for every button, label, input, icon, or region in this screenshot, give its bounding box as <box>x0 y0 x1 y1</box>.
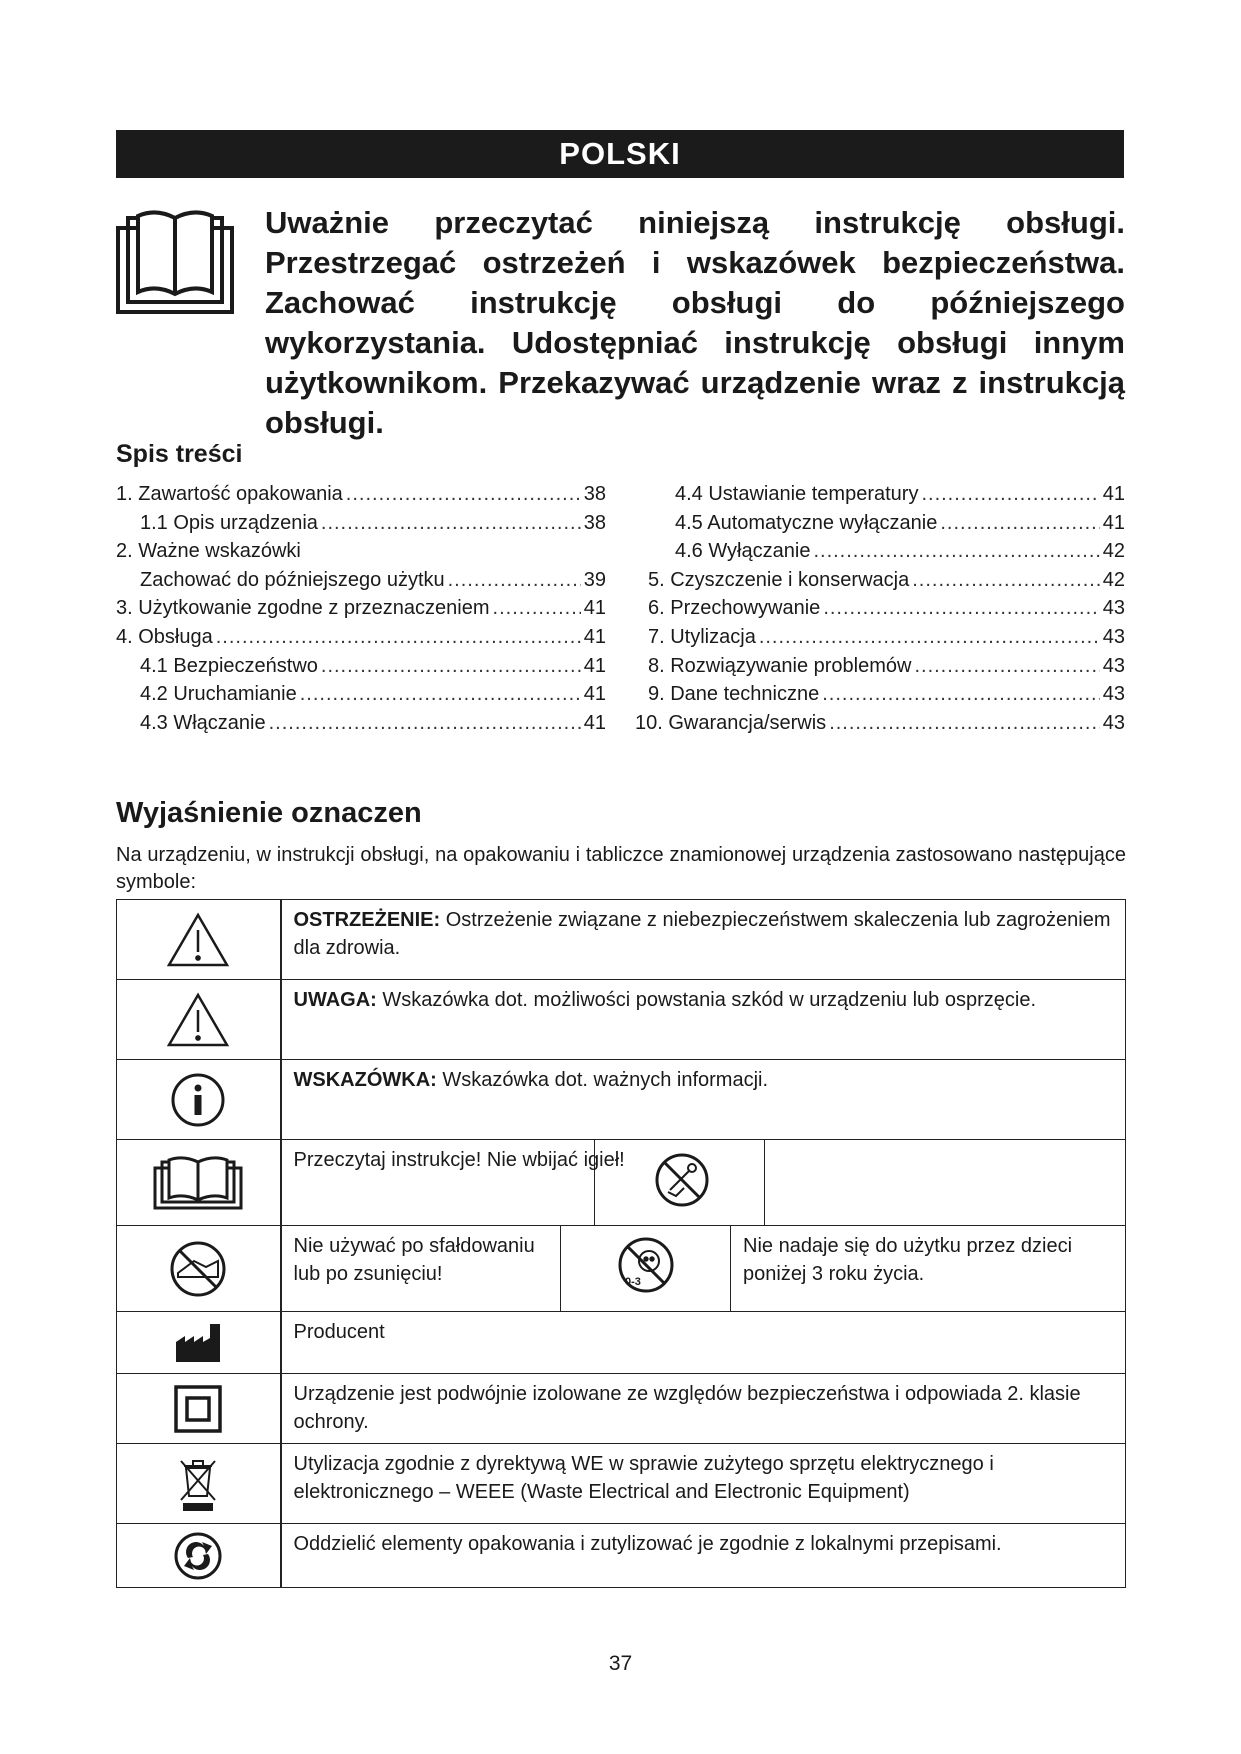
toc-entry <box>635 680 1125 709</box>
toc-entry-page: 41 <box>1102 483 1125 505</box>
toc-leader-dots <box>822 680 1100 709</box>
table-row <box>117 1444 1126 1524</box>
symbols-section-title: Wyjaśnienie oznaczen <box>116 797 422 829</box>
toc-title: Spis treści <box>116 440 243 468</box>
toc-leader-dots <box>914 652 1099 681</box>
page-number: 37 <box>608 1652 633 1675</box>
toc-entry <box>116 537 606 566</box>
toc-entry <box>116 652 606 681</box>
toc-entry <box>635 480 1125 509</box>
toc-leader-dots <box>912 566 1100 595</box>
toc-leader-dots <box>321 652 581 681</box>
toc-entry <box>635 594 1125 623</box>
toc-entry-label: 4.6 Wyłączanie <box>675 540 811 563</box>
toc-left-column <box>116 480 606 737</box>
book-icon <box>116 208 234 314</box>
toc-entry-label: Zachować do późniejszego użytku <box>140 568 445 591</box>
toc-entry <box>116 509 606 538</box>
table-row <box>117 1060 1126 1140</box>
folded-text: Nie używać po sfałdowaniu lub po zsunięciu! <box>293 1235 535 1285</box>
caution-label: UWAGA: <box>293 989 377 1011</box>
table-row <box>117 900 1126 980</box>
toc-entry <box>116 594 606 623</box>
toc-entry-page: 43 <box>1102 711 1125 734</box>
toc-leader-dots <box>823 594 1099 623</box>
table-row <box>117 980 1126 1060</box>
book-icon <box>117 1140 281 1226</box>
toc-leader-dots <box>321 509 581 538</box>
read-manual-cell <box>281 1140 1126 1226</box>
toc-entry <box>116 480 606 509</box>
toc-leader-dots <box>448 566 581 595</box>
toc-entry-page: 41 <box>583 711 606 734</box>
toc-leader-dots <box>216 623 581 652</box>
toc-leader-dots <box>759 623 1100 652</box>
producer-text: Producent <box>293 1321 385 1343</box>
toc-entry-page: 43 <box>1102 625 1125 648</box>
toc-entry-label: 4.1 Bezpieczeństwo <box>140 654 318 677</box>
toc-entry-label: 4.2 Uruchamianie <box>140 683 297 706</box>
producer-description <box>281 1312 1126 1374</box>
caution-text: Wskazówka dot. możliwości powstania szkód w urządzeniu lub osprzęcie. <box>376 989 1036 1011</box>
insulation-text: Urządzenie jest podwójnie izolowane ze względów bezpieczeństwa i odpowiada 2. klasie ochrony. <box>293 1383 1081 1433</box>
note-label: WSKAZÓWKA: <box>293 1069 437 1091</box>
warning-description <box>281 900 1126 980</box>
no-folded-icon <box>117 1226 281 1312</box>
children-text: Nie nadaje się do użytku przez dzieci poniżej 3 roku życia. <box>743 1235 1073 1285</box>
table-row <box>117 1312 1126 1374</box>
toc-entry-label: 9. Dane techniczne <box>648 683 820 706</box>
toc-entry-page: 41 <box>1102 511 1125 534</box>
table-row <box>117 1524 1126 1588</box>
children-description <box>731 1226 1126 1312</box>
toc-leader-dots <box>921 480 1099 509</box>
toc-entry-page: 38 <box>583 483 606 505</box>
toc-leader-dots <box>940 509 1099 538</box>
warning-label: OSTRZEŻENIE: <box>293 909 441 931</box>
table-row <box>117 1374 1126 1444</box>
toc-leader-dots <box>493 594 581 623</box>
table-row <box>117 1140 1126 1226</box>
no-pins-icon <box>654 1152 710 1216</box>
toc-entry <box>116 680 606 709</box>
toc-entry-label: 6. Przechowywanie <box>648 597 821 620</box>
toc-entry <box>635 509 1125 538</box>
toc-entry <box>635 709 1125 738</box>
toc-entry-label: 1.1 Opis urządzenia <box>140 511 318 534</box>
weee-description <box>281 1444 1126 1524</box>
toc-entry-page: 41 <box>583 625 606 648</box>
age-label: 0-3 <box>624 1275 641 1288</box>
toc-entry-page: 42 <box>1102 540 1125 563</box>
factory-icon <box>117 1312 281 1374</box>
toc-entry-page: 43 <box>1102 597 1125 620</box>
toc-entry-label: 4.3 Włączanie <box>140 711 266 734</box>
toc-entry-label: 10. Gwarancja/serwis <box>635 711 827 734</box>
caution-description <box>281 980 1126 1060</box>
toc-leader-dots <box>813 537 1099 566</box>
toc-entry-page: 43 <box>1102 654 1125 677</box>
toc-entry-page: 39 <box>583 568 606 591</box>
toc-leader-dots <box>300 680 581 709</box>
folded-description <box>281 1226 561 1312</box>
double-insulation-icon <box>117 1374 281 1444</box>
toc-entry-label: 4. Obsługa <box>116 625 213 648</box>
language-header: POLSKI <box>116 130 1124 178</box>
toc-entry-label: 2. Ważne wskazówki <box>116 540 301 563</box>
toc-entry-page: 38 <box>583 511 606 534</box>
toc-leader-dots <box>829 709 1100 738</box>
intro-text: Uważnie przeczytać niniejszą instrukcję obsługi. Przestrzegać ostrzeżeń i wskazówek bezpieczeństwa. Zachować instrukcję obsługi do późniejszego wykorzystania. Udostępniać instrukcję obsługi innym użytkownikom. Przekazywać urządzenie wraz z instrukcją obsługi. <box>265 205 1125 440</box>
toc-entry <box>116 566 606 595</box>
packaging-description <box>281 1524 1126 1588</box>
warning-triangle-icon <box>117 900 281 980</box>
toc-entry-label: 7. Utylizacja <box>648 625 756 648</box>
toc-leader-dots <box>346 480 581 509</box>
read-manual-text: Przeczytaj instrukcje! Nie wbijać igieł! <box>293 1149 625 1171</box>
symbols-table <box>116 899 1126 1588</box>
toc-entry <box>635 652 1125 681</box>
toc-entry <box>635 537 1125 566</box>
note-description <box>281 1060 1126 1140</box>
no-children-0-3-icon <box>561 1226 731 1312</box>
toc-entry-page: 43 <box>1102 683 1125 706</box>
toc-entry <box>116 709 606 738</box>
toc-entry-label: 8. Rozwiązywanie problemów <box>648 654 912 677</box>
insulation-description <box>281 1374 1126 1444</box>
weee-text: Utylizacja zgodnie z dyrektywą WE w sprawie zużytego sprzętu elektrycznego i elektronicznego – WEEE (Waste Electrical and Electronic Equipment) <box>293 1453 994 1503</box>
toc-entry <box>116 623 606 652</box>
info-icon <box>117 1060 281 1140</box>
warning-triangle-icon <box>117 980 281 1060</box>
toc-entry-label: 3. Użytkowanie zgodne z przeznaczeniem <box>116 597 490 620</box>
note-text: Wskazówka dot. ważnych informacji. <box>436 1069 769 1091</box>
toc-entry-page: 41 <box>583 683 606 706</box>
table-row <box>117 1226 1126 1312</box>
toc-entry-page: 42 <box>1102 568 1125 591</box>
toc-entry-label: 4.5 Automatyczne wyłączanie <box>675 511 938 534</box>
toc-entry-label: 1. Zawartość opakowania <box>116 483 343 505</box>
warning-text: Ostrzeżenie związane z niebezpieczeństwem skaleczenia lub zagrożeniem dla zdrowia. <box>293 909 1111 959</box>
toc-entry-label: 4.4 Ustawianie temperatury <box>675 483 919 505</box>
toc-leader-dots <box>269 709 581 738</box>
crossed-bin-icon <box>117 1444 281 1524</box>
packaging-text: Oddzielić elementy opakowania i zutylizować je zgodnie z lokalnymi przepisami. <box>293 1533 1002 1555</box>
toc-entry-label: 5. Czyszczenie i konserwacja <box>648 568 910 591</box>
toc-entry-page: 41 <box>583 597 606 620</box>
toc-entry <box>635 623 1125 652</box>
toc-entry-page: 41 <box>583 654 606 677</box>
symbols-section-description: Na urządzeniu, w instrukcji obsługi, na opakowaniu i tabliczce znamionowej urządzenia zastosowano następujące symbole: <box>116 844 1126 893</box>
toc-entry <box>635 566 1125 595</box>
toc-right-column <box>635 480 1125 737</box>
green-dot-icon <box>117 1524 281 1588</box>
